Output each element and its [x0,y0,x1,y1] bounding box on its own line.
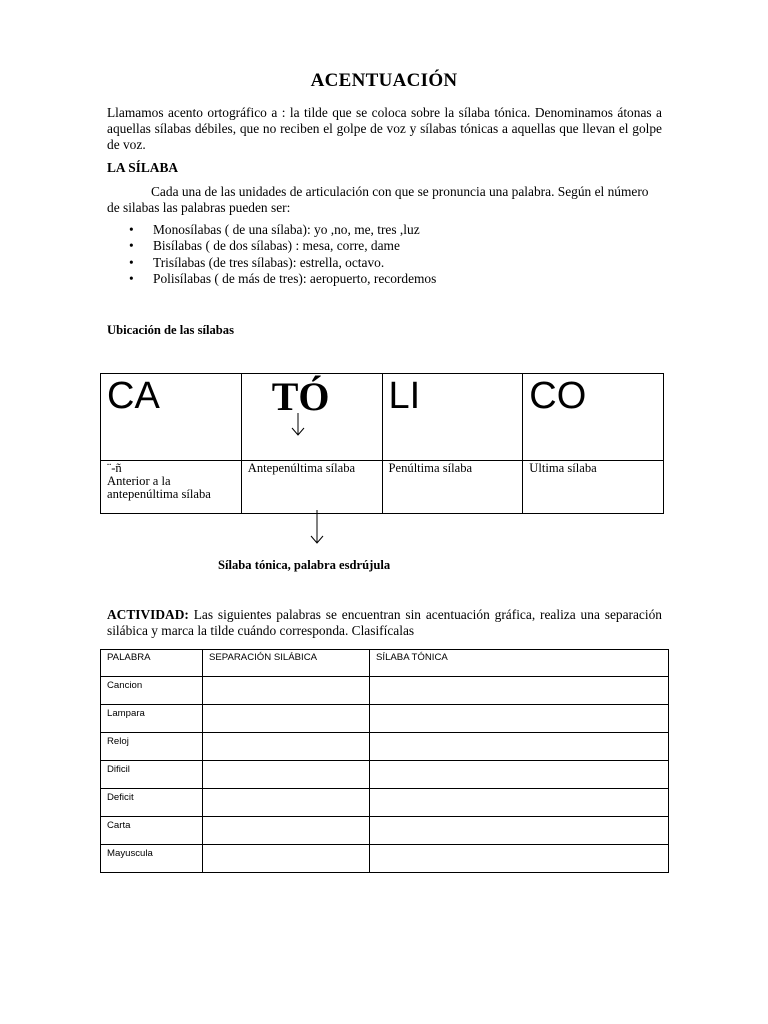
word-cell: Deficit [101,789,203,817]
position-label-cell: Ultima sílaba [523,461,664,514]
answer-cell[interactable] [370,789,669,817]
position-label: Anterior a la antepenúltima sílaba [107,474,211,501]
activity-instructions [107,607,662,639]
syllable-type-list [107,222,436,287]
activity-text: Las siguientes palabras se encuentran sin acentuación gráfica, realiza una separación silábica y marca la tilde cuándo corresponda. Clasifícalas [107,607,662,638]
list-item: • Bisílabas ( de dos sílabas) : mesa, corre, dame [107,238,436,254]
answer-cell[interactable] [203,845,370,873]
position-mark: ¨-ñ [107,461,122,475]
syllable-position-table [100,373,664,514]
syllable-cell: LI [382,374,523,461]
table-row [101,817,669,845]
answer-cell[interactable] [203,705,370,733]
word-cell: Dificil [101,761,203,789]
page-title: ACENTUACIÓN [310,70,458,91]
answer-cell[interactable] [370,761,669,789]
position-label-cell [101,461,242,514]
answer-cell[interactable] [203,789,370,817]
syllable-cell: CO [523,374,664,461]
answer-cell[interactable] [370,677,669,705]
answer-cell[interactable] [370,845,669,873]
table-row [101,845,669,873]
word-cell: Carta [101,817,203,845]
list-item: • Trisílabas (de tres sílabas): estrella, octavo. [107,255,436,271]
position-label-cell: Penúltima sílaba [382,461,523,514]
answer-cell[interactable] [203,817,370,845]
word-cell: Reloj [101,733,203,761]
table-row [101,761,669,789]
column-header: SEPARACIÓN SILÁBICA [203,650,370,677]
table-row [101,677,669,705]
answer-cell[interactable] [370,733,669,761]
word-cell: Cancion [101,677,203,705]
column-header: SÍLABA TÓNICA [370,650,669,677]
silaba-definition: Cada una de las unidades de articulación con que se pronuncia una palabra. Según el número de silabas las palabras pueden ser: [107,184,649,215]
table-row [101,733,669,761]
position-label-cell: Antepenúltima sílaba [241,461,382,514]
table-row [101,789,669,817]
list-item: • Monosílabas ( de una sílaba): yo ,no, me, tres ,luz [107,222,436,238]
answer-cell[interactable] [370,817,669,845]
section-heading-silaba: LA SÍLABA [107,160,179,175]
arrow-down-icon [289,412,307,438]
syllable-cell: CA [101,374,242,461]
word-cell: Mayuscula [101,845,203,873]
intro-paragraph: Llamamos acento ortográfico a : la tilde que se coloca sobre la sílaba tónica. Denominamos átonas a aquellas sílabas débiles, que no reciben el golpe de voz y sílabas tónicas a aquellas que llevan el golpe de voz. [107,105,662,152]
column-header: PALABRA [101,650,203,677]
answer-cell[interactable] [203,733,370,761]
answer-cell[interactable] [370,705,669,733]
activity-label: ACTIVIDAD: [107,607,189,622]
answer-cell[interactable] [203,677,370,705]
answer-cell[interactable] [203,761,370,789]
arrow-down-icon [308,510,326,546]
tonic-syllable-caption: Sílaba tónica, palabra esdrújula [218,558,391,572]
word-cell: Lampara [101,705,203,733]
list-item: • Polisílabas ( de más de tres): aeropuerto, recordemos [107,271,436,287]
activity-table [100,649,669,873]
section-heading-ubicacion: Ubicación de las sílabas [107,323,235,337]
table-row [101,705,669,733]
stressed-syllable-cell: TÓ [241,374,382,461]
